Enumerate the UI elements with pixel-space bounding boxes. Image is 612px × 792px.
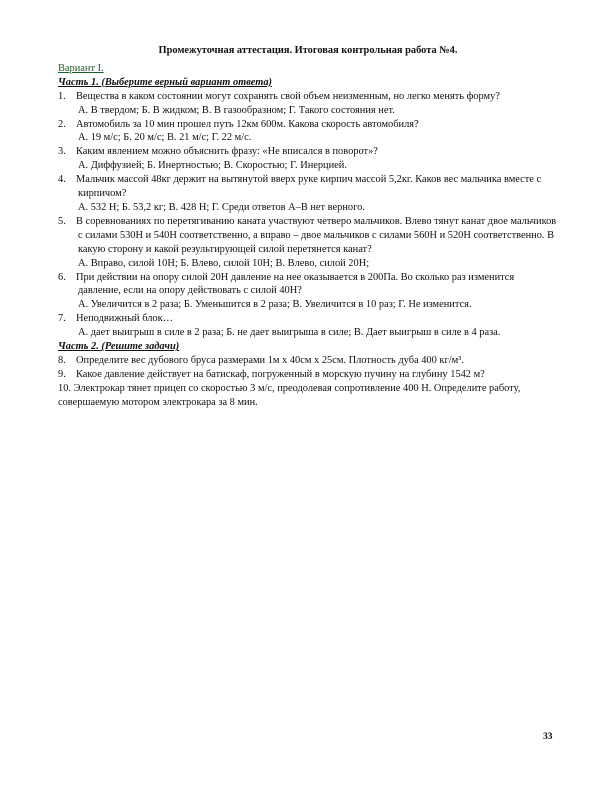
question-answers: А. Вправо, силой 10Н; Б. Влево, силой 10Н; В. Влево, силой 20Н; bbox=[78, 257, 370, 269]
part1-heading: Часть 1. (Выберите верный вариант ответа) bbox=[58, 76, 272, 88]
task-item-8 bbox=[58, 354, 558, 368]
question-item-7 bbox=[58, 312, 558, 340]
question-number: 1. bbox=[58, 90, 66, 102]
question-item-1 bbox=[58, 90, 558, 118]
question-text: Мальчик массой 48кг держит на вытянутой вверх руке кирпич массой 5,2кг. Каков вес мальчика вместе с кирпичом? bbox=[76, 174, 542, 200]
question-text: Автомобиль за 10 мин прошел путь 12км 600м. Какова скорость автомобиля? bbox=[76, 118, 419, 130]
question-number: 7. bbox=[58, 313, 66, 325]
question-item-5 bbox=[58, 215, 558, 271]
question-answers: А. 532 Н; Б. 53,2 кг; В. 428 Н; Г. Среди ответов А–В нет верного. bbox=[78, 201, 365, 213]
variant-label: Вариант I. bbox=[58, 62, 104, 74]
task-number: 10. bbox=[58, 382, 71, 394]
question-text: Каким явлением можно объяснить фразу: «Не вписался в поворот»? bbox=[76, 146, 378, 158]
task-text: Определите вес дубового бруса размерами 1м х 40см х 25см. Плотность дуба 400 кг/м³. bbox=[76, 354, 464, 366]
task-item-10 bbox=[58, 382, 558, 410]
question-answers: А. В твердом; Б. В жидком; В. В газообразном; Г. Такого состояния нет. bbox=[78, 104, 395, 116]
question-text: Неподвижный блок… bbox=[76, 313, 174, 325]
question-number: 3. bbox=[58, 146, 66, 158]
part2-heading: Часть 2. (Решите задачи) bbox=[58, 341, 180, 353]
task-text: Электрокар тянет прицеп со скоростью 3 м/с, преодолевая сопротивление 400 Н. Определите работу, совершаемую мотором электрокара за 8 мин. bbox=[58, 382, 521, 408]
task-number: 9. bbox=[58, 368, 66, 380]
task-number: 8. bbox=[58, 354, 66, 366]
question-text: При действии на опору силой 20Н давление на нее оказывается в 200Па. Во сколько раз изменится давление, если на опору действовать с силой 40Н? bbox=[76, 271, 515, 297]
question-item-3 bbox=[58, 145, 558, 173]
task-text: Какое давление действует на батискаф, погруженный в морскую пучину на глубину 1542 м? bbox=[76, 368, 485, 380]
question-answers: А. Диффузией; Б. Инертностью; В. Скоростью; Г. Инерцией. bbox=[78, 160, 347, 172]
question-item-4 bbox=[58, 173, 558, 215]
question-number: 6. bbox=[58, 271, 66, 283]
question-number: 4. bbox=[58, 174, 66, 186]
document-title: Промежуточная аттестация. Итоговая контрольная работа №4. bbox=[158, 45, 458, 56]
question-answers: А. Увеличится в 2 раза; Б. Уменьшится в 2 раза; В. Увеличится в 10 раз; Г. Не изменится. bbox=[78, 299, 472, 311]
question-item-6 bbox=[58, 271, 558, 313]
question-answers: А. 19 м/с; Б. 20 м/с; В. 21 м/с; Г. 22 м/с. bbox=[78, 132, 252, 144]
question-answers: А. дает выигрыш в силе в 2 раза; Б. не дает выигрыша в силе; В. Дает выигрыш в силе в 4 раза. bbox=[78, 327, 501, 339]
task-item-9 bbox=[58, 368, 558, 382]
question-item-2 bbox=[58, 118, 558, 146]
question-number: 5. bbox=[58, 215, 66, 227]
question-text: Вещества в каком состоянии могут сохранять свой объем неизменным, но легко менять форму? bbox=[76, 90, 500, 102]
question-number: 2. bbox=[58, 118, 66, 130]
question-text: В соревнованиях по перетягиванию каната участвуют четверо мальчиков. Влево тянут канат двое мальчиков с силами 530Н и 540Н соответственно, а вправо – двое мальчиков с силами 560Н и 520Н соответственно. В какую сторону и какой результирующей силой перетянется канат? bbox=[76, 215, 557, 255]
page-number: 33 bbox=[543, 732, 553, 742]
document-body bbox=[58, 44, 558, 410]
